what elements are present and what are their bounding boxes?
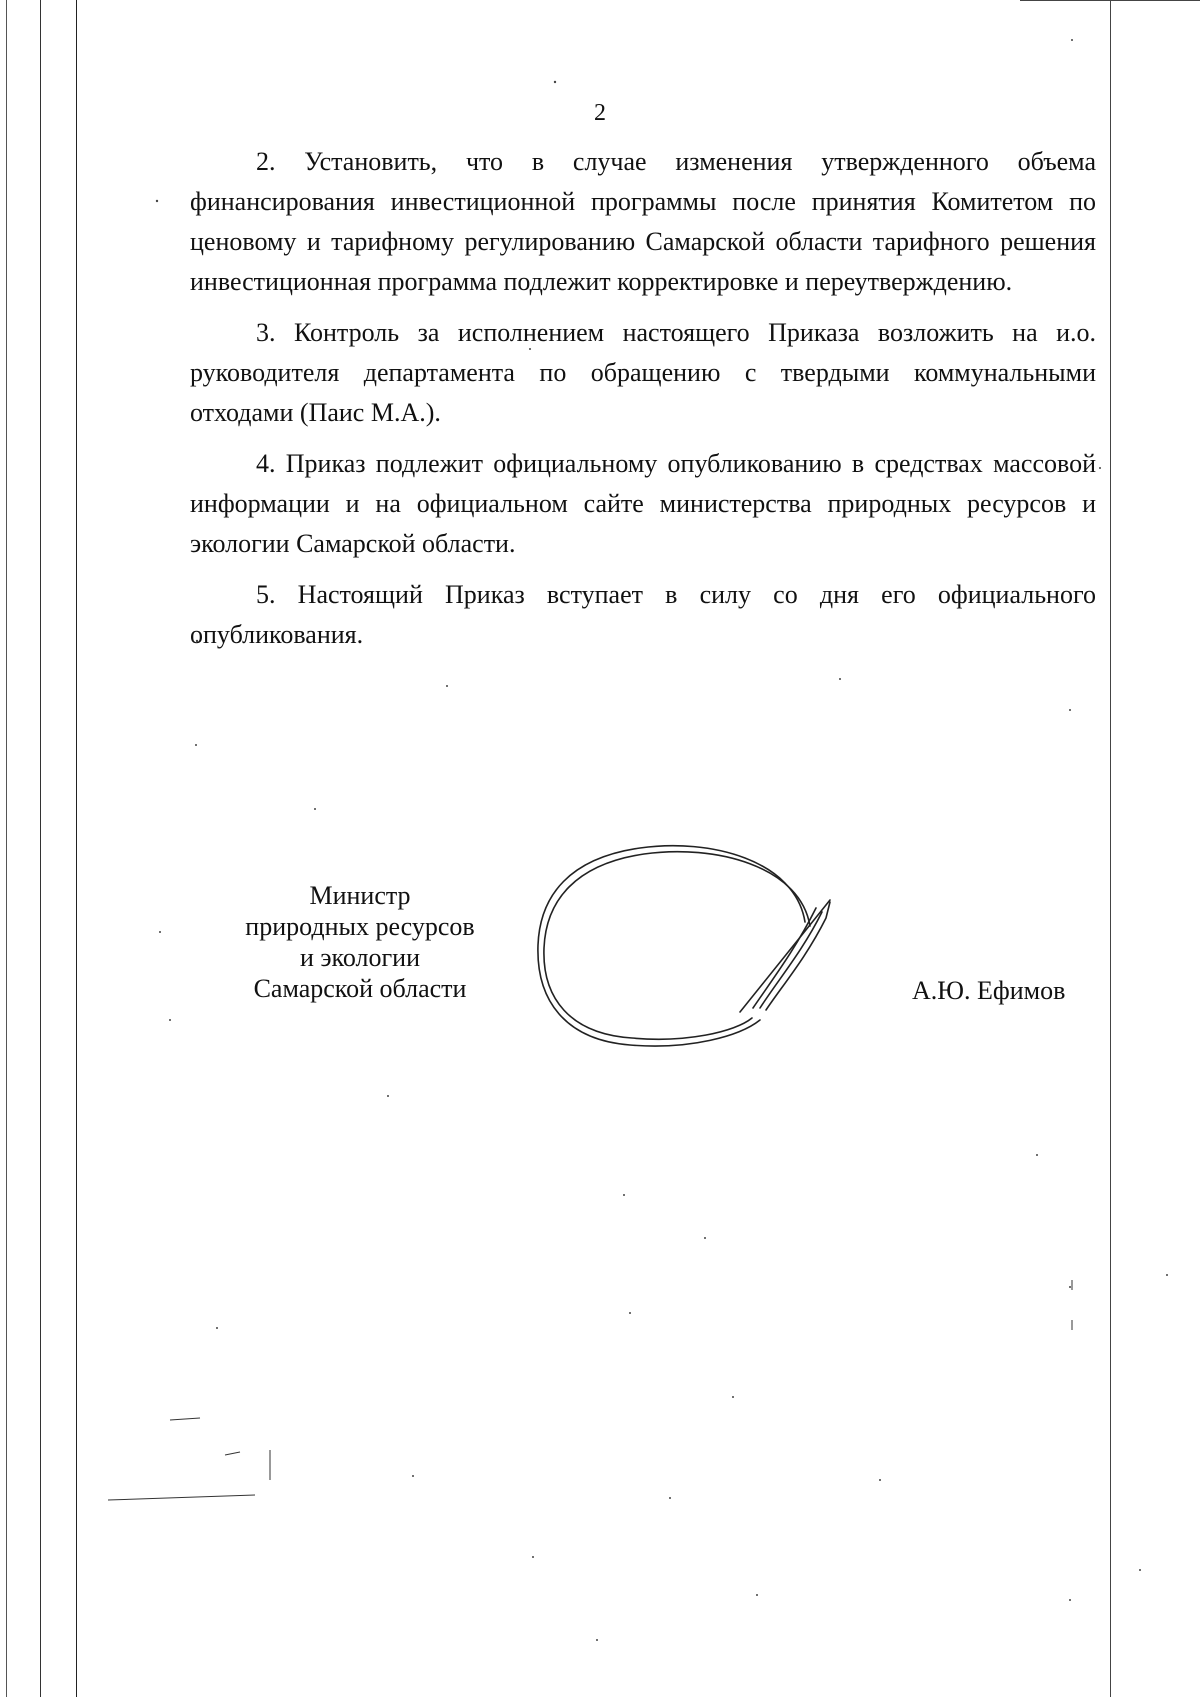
signatory-title-line: и экологии bbox=[299, 943, 420, 972]
signatory-name: А.Ю. Ефимов bbox=[912, 976, 1066, 1005]
paragraph-5: 5. Настоящий Приказ вступает в силу со дня его официального опубликования. bbox=[190, 580, 1096, 649]
page-number: 2 bbox=[594, 100, 606, 126]
paragraph-4: 4. Приказ подлежит официальному опубликованию в средствах массовой информации и на официальном сайте министерства природных ресурсов и экологии Самарской области. bbox=[190, 449, 1096, 558]
paragraph-3: 3. Контроль за исполнением настоящего Приказа возложить на и.о. руководителя департамента по обращению с твердыми коммунальными отходами (Паис М.А.). bbox=[190, 318, 1096, 427]
signatory-title bbox=[220, 880, 500, 1004]
signatory-title-line: Самарской области bbox=[253, 974, 467, 1003]
signatory-title-line: природных ресурсов bbox=[245, 912, 475, 941]
handwritten-signature bbox=[520, 840, 900, 1060]
document-body bbox=[190, 142, 1096, 666]
signatory-title-line: Министр bbox=[309, 881, 411, 910]
paragraph-2: 2. Установить, что в случае изменения утвержденного объема финансирования инвестиционной программы после принятия Комитетом по ценовому и тарифному регулированию Самарской области тарифного решения инвестиционная программа подлежит корректировке и переутверждению. bbox=[190, 147, 1096, 296]
